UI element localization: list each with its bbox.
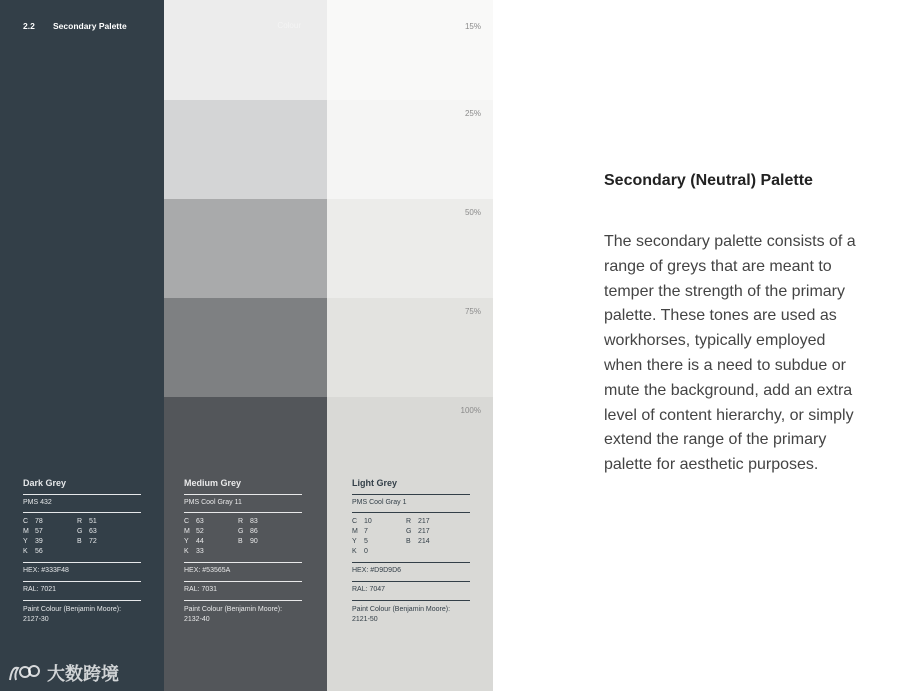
- medium-tint-25: [164, 100, 327, 199]
- label-y: Y: [23, 538, 28, 545]
- value-g: 63: [89, 528, 97, 535]
- label-c: C: [352, 518, 358, 525]
- cmyk-rgb-values: [23, 513, 141, 562]
- swatch-name: Light Grey: [352, 478, 398, 488]
- label-c: C: [23, 518, 29, 525]
- value-m: 7: [364, 528, 368, 535]
- panel-title: Secondary (Neutral) Palette: [604, 172, 813, 189]
- label-m: M: [184, 528, 190, 535]
- ral-value: RAL: 7021: [23, 586, 57, 593]
- label-m: M: [23, 528, 29, 535]
- paint-colour: [23, 601, 141, 625]
- paint-label: Paint Colour (Benjamin Moore):: [184, 606, 283, 613]
- label-b: B: [406, 538, 411, 545]
- label-b: B: [238, 538, 243, 545]
- label-k: K: [184, 548, 189, 555]
- pms-code: PMS Cool Gray 1: [352, 499, 407, 506]
- value-g: 86: [250, 528, 258, 535]
- section-number: 2.2: [23, 21, 35, 31]
- label-r: R: [406, 518, 412, 525]
- value-r: 51: [89, 518, 97, 525]
- label-k: K: [23, 548, 28, 555]
- label-k: K: [352, 548, 357, 555]
- value-b: 90: [250, 538, 258, 545]
- value-y: 44: [196, 538, 204, 545]
- value-b: 214: [418, 538, 430, 545]
- watermark: [8, 660, 119, 686]
- label-g: G: [406, 528, 412, 535]
- light-grey-specs: [352, 478, 470, 625]
- label-y: Y: [184, 538, 189, 545]
- cmyk-rgb-values: [352, 513, 470, 562]
- value-r: 217: [418, 518, 430, 525]
- paint-label: Paint Colour (Benjamin Moore):: [23, 606, 122, 613]
- paint-label: Paint Colour (Benjamin Moore):: [352, 606, 451, 613]
- tint-label-75: 75%: [464, 307, 481, 316]
- colour-label: Colour: [277, 21, 301, 30]
- paint-code: 2132-40: [184, 616, 210, 623]
- value-g: 217: [418, 528, 430, 535]
- value-k: 56: [35, 548, 43, 555]
- tint-label-25: 25%: [464, 109, 481, 118]
- label-b: B: [77, 538, 82, 545]
- medium-tint-15: [164, 0, 327, 100]
- value-b: 72: [89, 538, 97, 545]
- hex-value: HEX: #53565A: [184, 567, 231, 574]
- section-title: Secondary Palette: [53, 21, 127, 31]
- paint-colour: [184, 601, 302, 625]
- medium-tint-50: [164, 199, 327, 298]
- ral-value: RAL: 7047: [352, 586, 386, 593]
- label-r: R: [238, 518, 244, 525]
- value-y: 5: [364, 538, 368, 545]
- label-g: G: [77, 528, 83, 535]
- value-m: 52: [196, 528, 204, 535]
- value-k: 33: [196, 548, 204, 555]
- label-r: R: [77, 518, 83, 525]
- tint-label-100: 100%: [460, 406, 481, 415]
- value-c: 10: [364, 518, 372, 525]
- ral-value: RAL: 7031: [184, 586, 218, 593]
- pms-code: PMS 432: [23, 499, 52, 506]
- panel-body: The secondary palette consists of a range of greys that are meant to temper the strength of the primary palette. These tones are used as workhorses, typically employed when there is a need to subdue or mute the background, add an extra level of content hierarchy, or simply extend the range of the primary palette for aesthetic purposes.: [604, 233, 856, 474]
- value-y: 39: [35, 538, 43, 545]
- hex-value: HEX: #333F48: [23, 567, 69, 574]
- value-c: 78: [35, 518, 43, 525]
- medium-grey-specs: [184, 478, 302, 625]
- hex-value: HEX: #D9D9D6: [352, 567, 402, 574]
- dark-grey-specs: [23, 478, 141, 625]
- swatch-name: Medium Grey: [184, 478, 242, 488]
- tint-label-50: 50%: [464, 208, 481, 217]
- cmyk-rgb-values: [184, 513, 302, 562]
- medium-tint-75: [164, 298, 327, 397]
- value-r: 83: [250, 518, 258, 525]
- light-tint-15: [327, 0, 493, 100]
- label-y: Y: [352, 538, 357, 545]
- pms-code: PMS Cool Gray 11: [184, 499, 242, 506]
- tint-label-15: 15%: [464, 22, 481, 31]
- label-g: G: [238, 528, 244, 535]
- swatch-name: Dark Grey: [23, 478, 67, 488]
- value-k: 0: [364, 548, 368, 555]
- paint-colour: [352, 601, 470, 625]
- value-m: 57: [35, 528, 43, 535]
- label-m: M: [352, 528, 358, 535]
- watermark-text: 大数跨境: [47, 664, 119, 684]
- value-c: 63: [196, 518, 204, 525]
- label-c: C: [184, 518, 190, 525]
- brand-logo-icon: [8, 662, 42, 684]
- paint-code: 2127-30: [23, 616, 49, 623]
- paint-code: 2121-50: [352, 616, 378, 623]
